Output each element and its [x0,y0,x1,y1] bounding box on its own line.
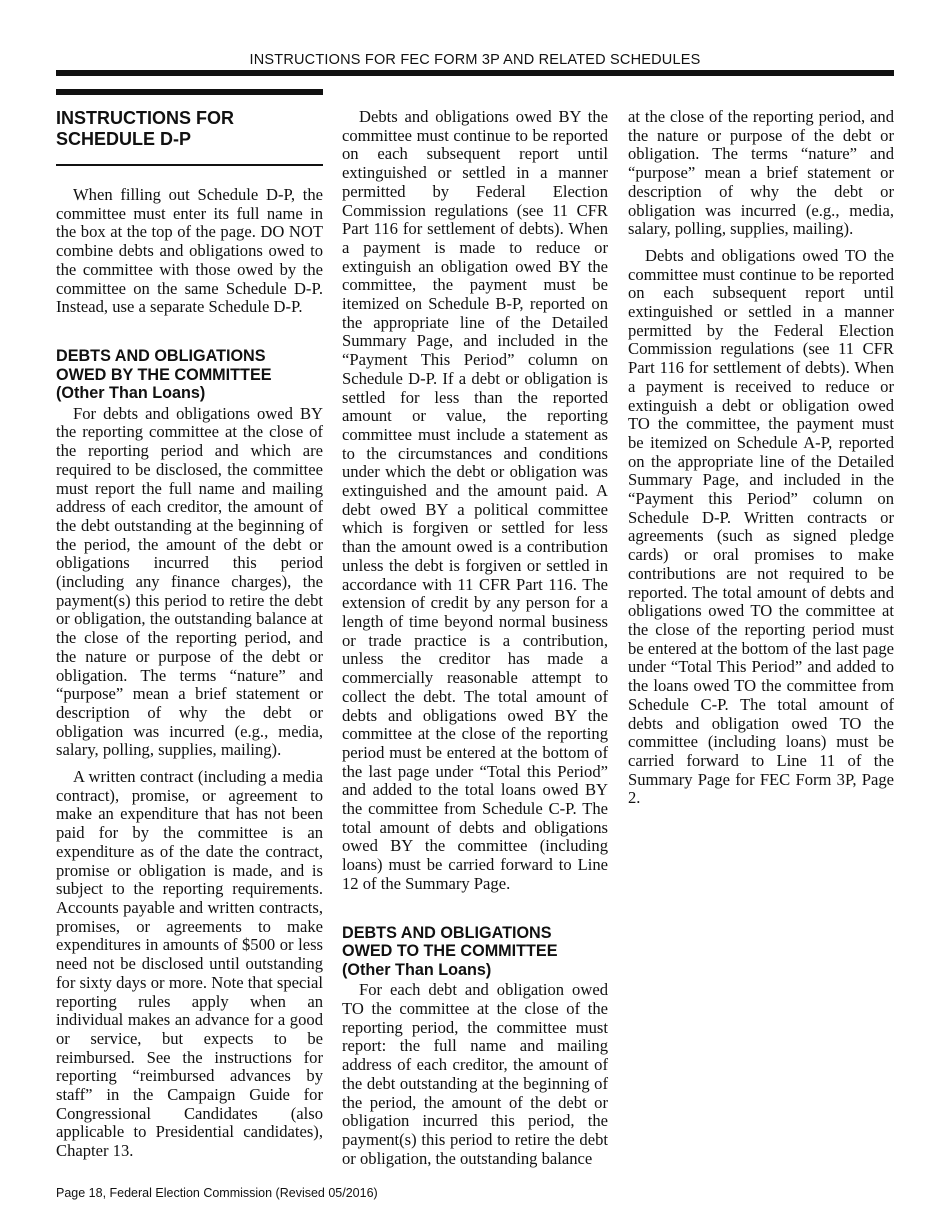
section-heading-line: DEBTS AND OBLIGATIONS [342,923,552,942]
section-heading-owed-to [342,924,608,980]
page-title-line-2: SCHEDULE D-P [56,129,192,149]
paragraph: A written contract (including a media contract), promise, or agreement to make an expenditure that has not been paid for by the committee is an expenditure as of the date the contract, promise or obligation is made, and is subject to the reporting requirements. Accounts payable and written contracts, promises, or agreements to make expenditures in amounts of $500 or less need not be disclosed until outstanding for sixty days or more. Note that special reporting rules apply when an individual makes an advance for a good or service, but expects to be reimbursed. See the instructions for reporting “reimbursed advances by staff” in the Campaign Guide for Congressional Candidates (also applicable to Presidential candidates), Chapter 13. [56,767,323,1161]
section-top-rule [56,89,323,95]
page-title [56,108,323,150]
intro-paragraph: When filling out Schedule D-P, the committee must enter its full name in the box at the top of the page. DO NOT combine debts and obligations owed to the committee with those owed by the committee on the same Schedule D-P. Instead, use a separate Schedule D-P. [56,185,323,317]
column-1 [56,108,323,1169]
paragraph-continued: at the close of the reporting period, and the nature or purpose of the debt or obligation. The terms “nature” and “purpose” mean a brief statement or description of why the debt or obligation was incurred (e.g., media, salary, polling, supplies, mailing). [628,107,894,239]
paragraph: For each debt and obligation owed TO the committee at the close of the reporting period, the committee must report: the full name and mailing address of each creditor, the amount of the debt outstanding at the beginning of the period, the amount of the debt or obligation incurred this period, the payment(s) this period to retire the debt or obligation, the outstanding balance [342,980,608,1168]
title-rule [56,164,323,166]
column-3 [628,108,894,816]
section-heading-line: OWED TO THE COMMITTEE [342,942,558,961]
header-rule [56,70,894,76]
section-heading-line: (Other Than Loans) [342,960,492,979]
column-2 [342,108,608,1176]
paragraph: For debts and obligations owed BY the reporting committee at the close of the reporting period and which are required to be disclosed, the committee must report the full name and mailing address of each creditor, the amount of the debt outstanding at the beginning of the period, the amount of the debt or obligations incurred this period (including any finance charges), the payment(s) this period to retire the debt or obligation, the outstanding balance at the close of the reporting period, and the nature or purpose of the debt or obligation. The terms “nature” and “purpose” mean a brief statement or description of why the debt or obligation was incurred (e.g., media, salary, polling, supplies, mailing). [56,403,323,760]
paragraph: Debts and obligations owed TO the committee must continue to be reported on each subsequent report until extinguished or settled in a manner permitted by the Federal Election Commission regulations (see 11 CFR Part 116 for settlement of debts). When a payment is received to reduce or extinguish a debt or obligation owed TO the committee, the payment must be itemized on Schedule A-P, reported on the appropriate line of the Detailed Summary Page, and included in the “Payment this Period” column on Schedule D-P. Written contracts or agreements (such as signed pledge cards) or oral promises to make contributions are not required to be reported. The total amount of debts and obligations owed TO the committee at the close of the reporting period must be entered at the bottom of the last page under “Total This Period” and added to the loans owed TO the committee from Schedule C-P. The total amount of debts and obligation owed TO the committee (including loans) must be carried forward to Line 11 of the Summary Page for FEC Form 3P, Page 2. [628,245,894,808]
section-heading-owed-by [56,347,323,403]
page-title-line-1: INSTRUCTIONS FOR [56,108,234,128]
paragraph: Debts and obligations owed BY the committee must continue to be reported on each subsequent report until extinguished or settled in a manner permitted by Federal Election Commission regulations (see 11 CFR Part 116 for settlement of debts). When a payment is made to reduce or extinguish an obligation owed BY the committee, the payment must be itemized on Schedule B-P, reported on the appropriate line of the Detailed Summary Page, and included in the “Payment This Period” column on Schedule D-P. If a debt or obligation is settled for less than the reported amount or value, the reporting committee must include a statement as to the circumstances and conditions under which the debt or obligation was extinguished and the amount paid. A debt owed BY a political committee which is forgiven or settled for less than the amount owed is a contribution unless the debt is forgiven or settled in accordance with 11 CFR Part 116. The extension of credit by any person for a length of time beyond normal business or trade practice is a contribution, unless the creditor has made a commercially reasonable attempt to collect the debt. The total amount of debts and obligations owed BY the committee at the close of the reporting period must be entered at the bottom of the last page under “Total this Period” and added to the total loans owed BY the committee from Schedule C-P. The total amount of debts and obligations owed BY the committee (including loans) must be carried forward to Line 12 of the Summary Page. [342,107,608,893]
section-heading-line: OWED BY THE COMMITTEE [56,365,272,384]
section-heading-line: DEBTS AND OBLIGATIONS [56,346,266,365]
running-header: INSTRUCTIONS FOR FEC FORM 3P AND RELATED SCHEDULES [249,52,701,68]
page-footer: Page 18, Federal Election Commission (Revised 05/2016) [56,1186,378,1200]
section-heading-line: (Other Than Loans) [56,384,206,403]
